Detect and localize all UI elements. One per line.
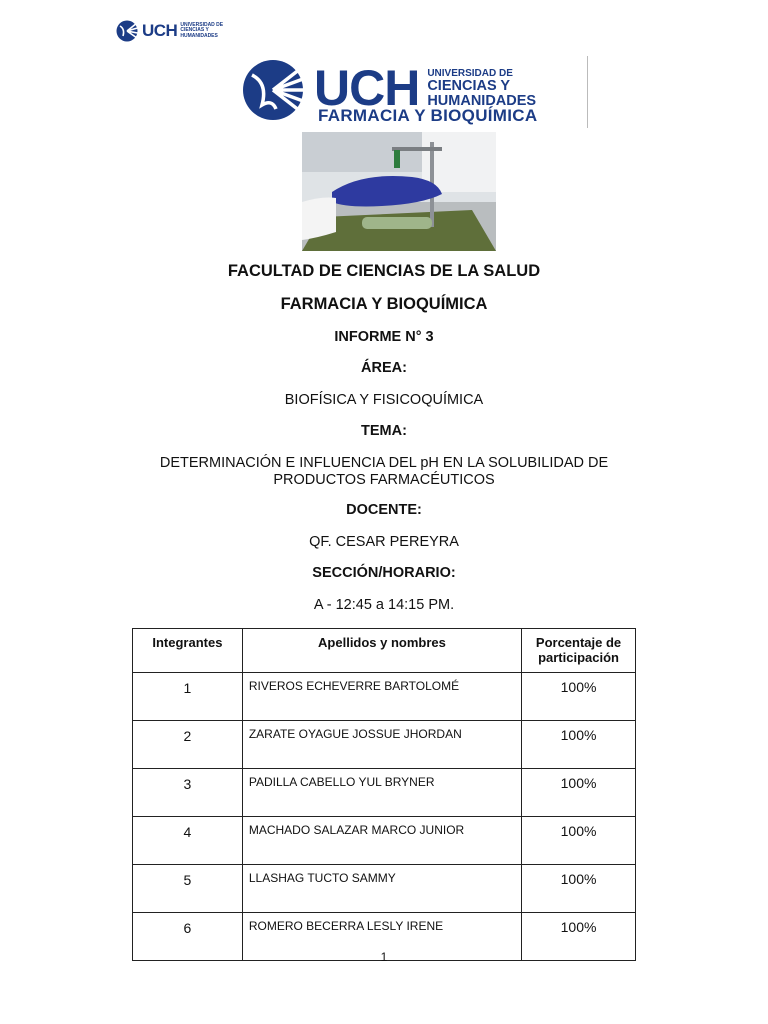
topic-line-2: PRODUCTOS FARMACÉUTICOS: [273, 472, 495, 488]
lab-photo-illustration: [302, 132, 496, 251]
area-value: BIOFÍSICA Y FISICOQUÍMICA: [284, 392, 484, 408]
row-percentage: 100%: [522, 673, 636, 721]
teacher-value: QF. CESAR PEREYRA: [309, 534, 459, 550]
row-percentage: 100%: [522, 913, 636, 961]
header-brand: UCH: [142, 21, 178, 40]
section-value: A - 12:45 a 14:15 PM.: [313, 597, 455, 613]
university-name: UNIVERSIDAD DE CIENCIAS Y HUMANIDADES: [427, 67, 537, 109]
program-name: FARMACIA Y BIOQUÍMICA: [318, 106, 538, 125]
table-row: [133, 817, 636, 865]
row-percentage: 100%: [522, 865, 636, 913]
report-number: INFORME N° 3: [334, 329, 434, 345]
row-name: PADILLA CABELLO YUL BRYNER: [242, 769, 521, 817]
table-header-row: [133, 629, 636, 673]
area-label: ÁREA:: [361, 360, 407, 376]
topic-line-1: DETERMINACIÓN E INFLUENCIA DEL pH EN LA SOLUBILIDAD DE: [159, 455, 609, 471]
row-number: 1: [133, 673, 243, 721]
main-logo: [242, 60, 592, 130]
header-nombres: Apellidos y nombres: [242, 629, 521, 673]
logo-divider: [587, 56, 588, 128]
page-number: 1: [380, 950, 388, 964]
lab-photo: [302, 132, 496, 251]
teacher-label: DOCENTE:: [346, 502, 422, 518]
row-number: 6: [133, 913, 243, 961]
row-percentage: 100%: [522, 721, 636, 769]
table-row: [133, 769, 636, 817]
main-brand: UCH: [314, 60, 420, 116]
table-row: [133, 865, 636, 913]
row-number: 4: [133, 817, 243, 865]
row-name: ROMERO BECERRA LESLY IRENE: [242, 913, 521, 961]
header-logo: [116, 20, 223, 42]
section-label: SECCIÓN/HORARIO:: [312, 565, 456, 581]
row-number: 5: [133, 865, 243, 913]
header-subtitle: UNIVERSIDAD DE CIENCIAS Y HUMANIDADES: [180, 21, 224, 39]
row-percentage: 100%: [522, 769, 636, 817]
table-row: [133, 721, 636, 769]
row-name: LLASHAG TUCTO SAMMY: [242, 865, 521, 913]
row-number: 2: [133, 721, 243, 769]
header-integrantes: Integrantes: [133, 629, 243, 673]
row-name: ZARATE OYAGUE JOSSUE JHORDAN: [242, 721, 521, 769]
members-table: [132, 628, 636, 961]
row-name: RIVEROS ECHEVERRE BARTOLOMÉ: [242, 673, 521, 721]
topic-label: TEMA:: [361, 423, 407, 439]
uch-emblem-icon: [116, 20, 138, 42]
row-number: 3: [133, 769, 243, 817]
program-title: FARMACIA Y BIOQUÍMICA: [280, 295, 488, 313]
row-percentage: 100%: [522, 817, 636, 865]
header-porcentaje: Porcentaje de participación: [522, 629, 636, 673]
faculty-title: FACULTAD DE CIENCIAS DE LA SALUD: [227, 262, 541, 280]
row-name: MACHADO SALAZAR MARCO JUNIOR: [242, 817, 521, 865]
table-row: [133, 673, 636, 721]
uch-emblem-icon: [242, 59, 304, 121]
